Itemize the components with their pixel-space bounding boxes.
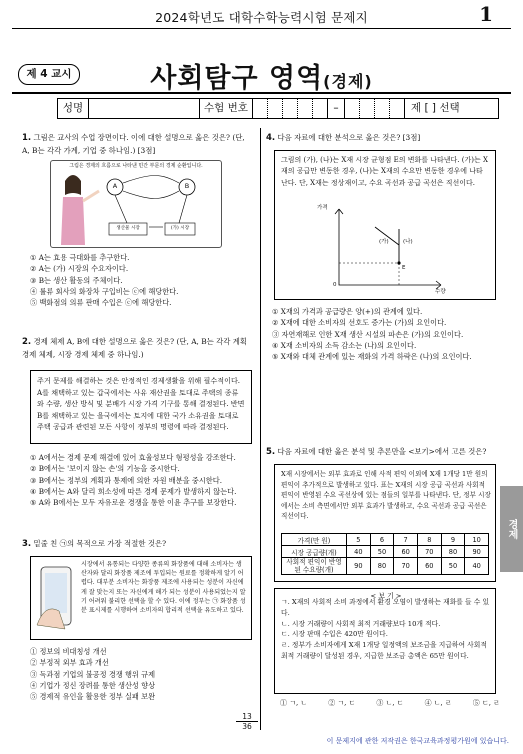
q1-option[interactable]: ② A는 (가) 시장의 수요자이다. xyxy=(30,264,129,274)
q1-option[interactable]: ① A는 효용 극대화를 추구한다. xyxy=(30,253,130,262)
q4-number: 4. xyxy=(266,133,276,143)
exam-no-digit[interactable] xyxy=(268,99,283,118)
q2-options xyxy=(30,452,258,508)
q2-text: 경제 체제 A, B에 대한 설명으로 옳은 것은? (단, A, B는 각각 계획 경제 체제, 시장 경제 체제 중 하나임.) xyxy=(22,337,248,359)
table-cell: 70 xyxy=(417,546,441,558)
node-a: A xyxy=(112,182,118,190)
q5-option[interactable]: ⑤ ㄷ, ㄹ xyxy=(472,699,500,707)
table-header-cell: 6 xyxy=(370,534,394,546)
q4-origin: 0 xyxy=(333,282,337,288)
exam-no-label: 수험 번호 xyxy=(200,99,253,118)
q5-option[interactable]: ① ㄱ, ㄴ xyxy=(280,699,308,707)
table-cell: 90 xyxy=(347,558,371,575)
q5-number: 5. xyxy=(266,447,276,457)
exam-no-digit[interactable] xyxy=(253,99,268,118)
q5-option[interactable]: ④ ㄴ, ㄹ xyxy=(424,699,452,707)
q3-stem xyxy=(22,538,254,551)
q2-number: 2. xyxy=(22,337,32,347)
bogi-list xyxy=(281,597,491,662)
q4-option[interactable]: ④ X재 소비자의 소득 감소는 (나)의 요인이다. xyxy=(272,340,417,350)
q2-option[interactable]: ④ B에서는 A와 달리 희소성에 따른 경제 문제가 발생하지 않는다. xyxy=(30,486,237,496)
subject-side-tab: 경제 xyxy=(500,486,523,572)
exam-title: 2024학년도 대학수학능력시험 문제지 xyxy=(155,10,368,25)
q4-option[interactable]: ① X재의 가격과 공급량은 양(+)의 관계에 있다. xyxy=(272,307,423,316)
name-field[interactable] xyxy=(89,99,200,118)
subject-title xyxy=(0,56,523,95)
choice-label: 제 [ ] 선택 xyxy=(411,102,460,114)
q4-label-na: (나) xyxy=(403,239,413,245)
q2-option[interactable]: ③ B에서는 정부의 계획과 통제에 의한 자원 배분을 중시한다. xyxy=(30,475,222,485)
q3-option[interactable]: ① 정보의 비대칭성 개선 xyxy=(30,647,107,656)
q2-option[interactable]: ① A에서는 경제 문제 해결에 있어 효율성보다 형평성을 강조한다. xyxy=(30,453,236,462)
name-label: 성명 xyxy=(58,99,89,118)
table-cell: 시장 공급량(개) xyxy=(282,546,347,558)
q4-options xyxy=(272,306,502,362)
q5-stem xyxy=(266,446,498,459)
q1-number: 1. xyxy=(22,133,32,143)
q3-box-frame xyxy=(30,556,252,640)
q1-text: 그림은 교사의 수업 장면이다. 이에 대한 설명으로 옳은 것은? (단, A, B는 각각 가계, 기업 중 하나임.) [3점] xyxy=(22,133,245,155)
q1-figure xyxy=(50,160,222,248)
q4-y-label: 가격 xyxy=(317,205,328,211)
bogi-item: ㄴ. 시장 거래량이 사회적 최적 거래량보다 10개 적다. xyxy=(281,619,441,628)
table-cell: 60 xyxy=(394,546,418,558)
table-cell: 60 xyxy=(417,558,441,575)
phone-illustration xyxy=(35,563,79,633)
q4-box-frame xyxy=(274,150,496,300)
table-cell: 50 xyxy=(370,546,394,558)
bogi-item: ㄹ. 정부가 소비자에게 X재 1개당 일정액의 보조금을 지급하여 사회적 최적 거래량이 달성된 경우, 지급한 보조금 총액은 65만 원이다. xyxy=(281,641,487,660)
q4-axes xyxy=(339,209,441,285)
q1-stem xyxy=(22,132,254,156)
table-header-cell: 7 xyxy=(394,534,418,546)
q5-table xyxy=(281,533,489,575)
table-cell: 40 xyxy=(347,546,371,558)
q3-box-text: 시장에서 유통되는 다양한 종류의 화장품에 대해 소비자는 생산자와 달리 화장품 제조에 투입되는 원료를 정확하게 알기 어렵다. 대부분 소비자는 화장품 제조에 사용되는 성분이 자신에게 잘 맞는지 또는 자신에게 해가 되는 성분이 사용되었는지 알기 어려워 불리한 선택을 할 수 있다. 이에 정부는 ㉠ 화장품 성분 표시제를 시행하여 소비자의 합리적 선택을 유도하고 있다. xyxy=(81,561,246,615)
q3-option[interactable]: ② 부정적 외부 효과 개선 xyxy=(30,658,109,668)
table-cell: 80 xyxy=(370,558,394,575)
q3-options xyxy=(30,646,258,702)
q5-option[interactable]: ② ㄱ, ㄷ xyxy=(328,699,356,707)
q3-number: 3. xyxy=(22,539,32,549)
q1-options xyxy=(30,252,255,308)
q5-option[interactable]: ③ ㄴ, ㄷ xyxy=(376,699,404,707)
q4-option[interactable]: ③ 자연재해로 인한 X재 생산 시설의 파손은 (가)의 요인이다. xyxy=(272,329,464,339)
exam-no-digit[interactable] xyxy=(360,99,375,118)
exam-no-digit[interactable] xyxy=(345,99,360,118)
q4-text: 다음 자료에 대한 분석으로 옳은 것은? [3점] xyxy=(277,133,421,142)
subject-name: 사회탐구 영역 xyxy=(150,63,324,94)
page-total: 36 xyxy=(242,722,252,731)
column-separator xyxy=(260,128,261,730)
q1-bubble: 그림은 경제의 흐름으로 나타낸 민간 부문의 경제 순환입니다. xyxy=(69,163,203,169)
q4-label-e: E xyxy=(402,265,406,271)
q5-options xyxy=(280,698,500,708)
table-header-cell: 9 xyxy=(441,534,465,546)
table-cell: 40 xyxy=(465,558,489,575)
page-indicator xyxy=(236,712,258,732)
table-header-cell: 5 xyxy=(347,534,371,546)
table-cell: 사회적 편익이 반영된 수요량(개) xyxy=(282,558,347,575)
copyright-footer: 이 문제지에 관한 저작권은 한국교육과정평가원에 있습니다. xyxy=(326,737,509,745)
table-row xyxy=(282,558,489,575)
q3-text: 밑줄 친 ㉠의 목적으로 가장 적절한 것은? xyxy=(33,539,167,548)
info-bar xyxy=(57,98,499,119)
q1-diagram xyxy=(51,161,221,247)
exam-no-digit[interactable] xyxy=(375,99,390,118)
q4-box-text: 그림의 (가), (나)는 X재 시장 균형점 E의 변화를 나타낸다. (가)는 X재의 공급만 변동한 경우, (나)는 X재의 수요만 변동한 경우에 나타난다. 단, X재는 정상재이고, 수요 곡선과 공급 곡선은 직선이다. xyxy=(281,156,488,187)
q5-box-frame xyxy=(274,464,496,582)
exam-no-digit[interactable] xyxy=(390,99,405,118)
table-cell: 70 xyxy=(394,558,418,575)
header-thick-rule xyxy=(12,92,511,94)
q4-graph xyxy=(325,205,445,297)
header-rule xyxy=(12,28,511,29)
q4-stem xyxy=(266,132,498,145)
q4-x-label: 수량 xyxy=(435,289,446,295)
q1-option[interactable]: ③ B는 생산 활동의 주체이다. xyxy=(30,275,123,285)
q2-box: 주거 문제를 해결하는 것은 안정적인 경제생활을 위해 필수적이다. A를 채택하고 있는 갑국에서는 사유 재산권을 토대로 주택의 종류와 수량, 생산 방식 및 분배가 시장 가격 기구를 통해 결정된다. 반면 B를 채택하고 있는 을국에서는 토지에 대한 국가 소유권을 토대로 주택 공급과 관련된 모든 사항이 정부의 명령에 따라 결정된다. xyxy=(30,370,252,444)
page-number: 1 xyxy=(479,2,493,26)
bogi-item: ㄱ. X재의 사회적 소비 과정에서 환경 오염이 발생하는 재화를 들 수 있다. xyxy=(281,598,490,617)
q4-option[interactable]: ② X재에 대한 소비자의 선호도 증가는 (가)의 요인이다. xyxy=(272,318,447,328)
q3-option[interactable]: ④ 기업가 정신 장려를 통한 생산성 향상 xyxy=(30,680,156,690)
q5-text: 다음 자료에 대한 옳은 분석 및 추론만을 <보기>에서 고른 것은? xyxy=(277,447,487,456)
table-row xyxy=(282,546,489,558)
q3-option[interactable]: ⑤ 경제적 유인을 활용한 정부 실패 보완 xyxy=(30,692,156,702)
q2-option[interactable]: ⑤ A와 B에서는 모두 자유로운 경쟁을 통한 이윤 추구를 보장한다. xyxy=(30,498,237,508)
bogi-title: < 보 기 > xyxy=(366,592,405,600)
teacher-body xyxy=(61,197,85,245)
table-cell: 50 xyxy=(441,558,465,575)
exam-no-digit[interactable] xyxy=(283,99,298,118)
table-header-cell: 8 xyxy=(417,534,441,546)
subject-sub: (경제) xyxy=(323,72,373,91)
market-left-label: 생산물 시장 xyxy=(116,226,140,231)
q1-option[interactable]: ④ 률류 회사의 화장차 구입비는 ⓒ에 해당한다. xyxy=(30,286,179,296)
q4-label-ga: (가) xyxy=(379,239,389,245)
q4-option[interactable]: ⑤ X재와 대체 관계에 있는 재화의 가격 하락은 (나)의 요인이다. xyxy=(272,352,472,362)
session-badge: 제 4 교시 xyxy=(18,64,80,85)
q2-stem xyxy=(22,336,254,360)
exam-no-digit[interactable] xyxy=(298,99,313,118)
bogi-item: ㄷ. 시장 판매 수입은 420만 원이다. xyxy=(281,630,388,639)
table-cell: 90 xyxy=(465,546,489,558)
q5-box-text: X재 시장에서는 외부 효과로 인해 사적 편익 이외에 X재 1개당 1만 원의 편익이 추가적으로 발생하고 있다. 표는 X재의 시장 공급 곡선과 사회적 편익이 반영된 수요 곡선상에 있는 점들의 일부를 나타낸다. 단, 정부 시장에서는 소비 측면에서만 외부 효과가 발생하고, 수요 곡선과 공급 곡선은 직선이다. xyxy=(281,470,491,521)
table-cell: 80 xyxy=(441,546,465,558)
node-b: B xyxy=(184,182,190,190)
page-current: 13 xyxy=(236,712,258,722)
exam-no-dash: – xyxy=(328,99,345,118)
q3-option[interactable]: ③ 독과점 기업의 불공정 경쟁 행위 규제 xyxy=(30,669,156,679)
q2-option[interactable]: ② B에서는 '보이지 않는 손'의 기능을 중시한다. xyxy=(30,464,180,474)
market-right-label: (가) 시장 xyxy=(170,226,190,231)
table-row xyxy=(282,534,489,546)
q1-option[interactable]: ⑤ 백화점의 의류 판매 수입은 ⓒ에 해당한다. xyxy=(30,298,172,308)
exam-no-digit[interactable] xyxy=(313,99,328,118)
table-header-cell: 가격(만 원) xyxy=(282,534,347,546)
table-header-cell: 10 xyxy=(465,534,489,546)
bogi-box xyxy=(274,588,496,694)
